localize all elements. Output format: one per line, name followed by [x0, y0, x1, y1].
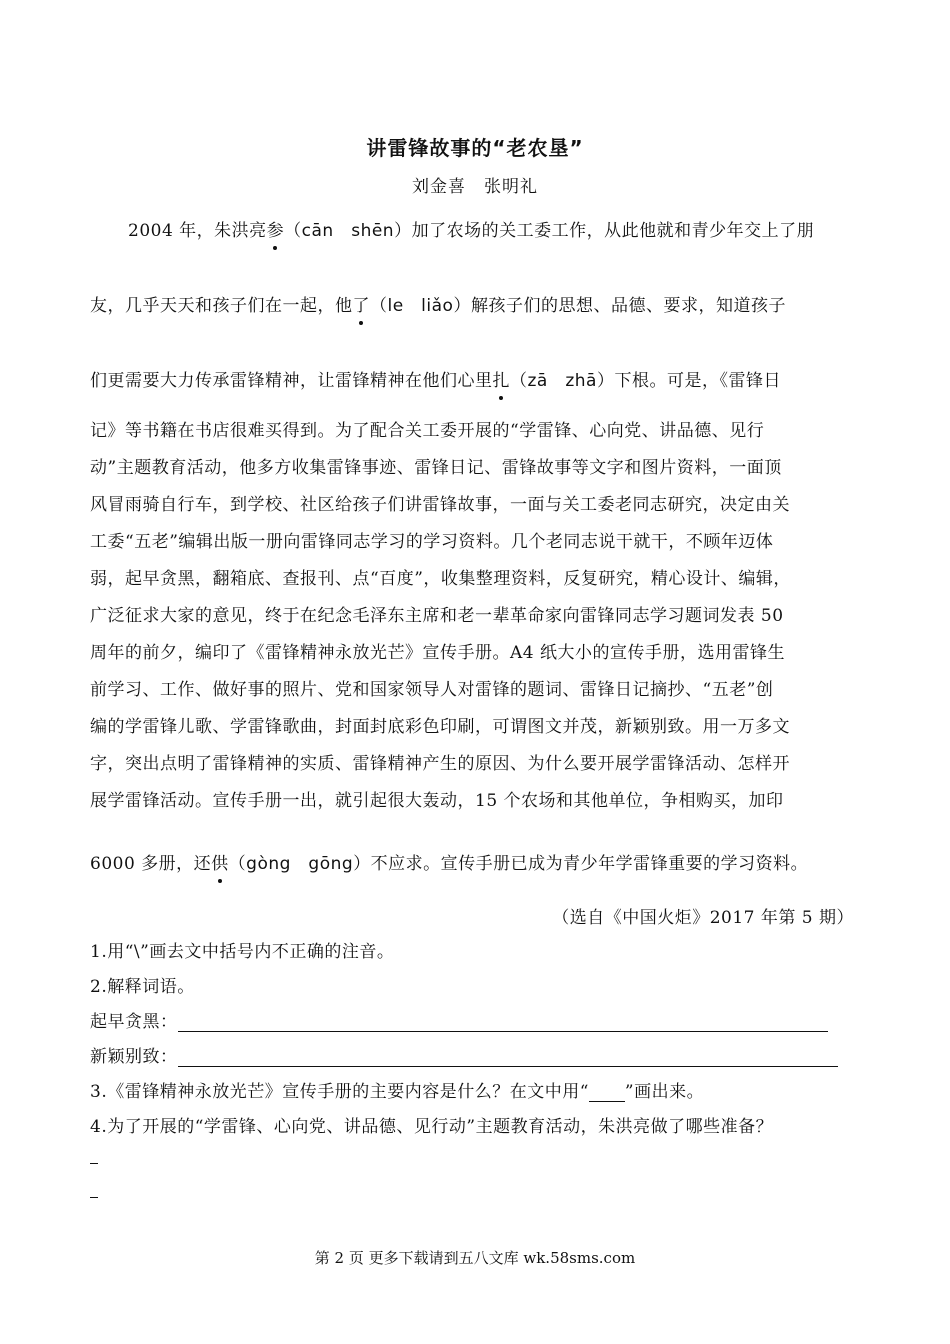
article-title: 讲雷锋故事的“老农垦” [366, 136, 584, 160]
question-4: 4.为了开展的“学雷锋、心向党、讲品德、见行动”主题教育活动，朱洪亮做了哪些准备？ [90, 1117, 774, 1137]
dotted-char: 供 [211, 854, 229, 874]
pinyin-options: zā zhā [527, 371, 597, 391]
question-1: 1.用“\”画去文中括号内不正确的注音。 [90, 942, 395, 962]
dotted-char: 了 [352, 296, 370, 316]
answer-blank[interactable] [178, 1048, 838, 1067]
paragraph-line: 工委“五老”编辑出版一册向雷锋同志学习的学习资料。几个老同志说干就干，不顾年迈体 [90, 532, 774, 552]
paragraph-line: 字，突出点明了雷锋精神的实质、雷锋精神产生的原因、为什么要开展学雷锋活动、怎样开 [90, 754, 790, 774]
dotted-char: 参 [266, 221, 285, 241]
paragraph-line: 记》等书籍在书店很难买得到。为了配合关工委开展的“学雷锋、心向党、讲品德、见行 [90, 421, 765, 441]
paragraph-line: 动”主题教育活动，他多方收集雷锋事迹、雷锋日记、雷锋故事等文字和图片资料，一面顶 [90, 458, 782, 478]
paragraph-line: 前学习、工作、做好事的照片、党和国家领导人对雷锋的题词、雷锋日记摘抄、“五老”创 [90, 680, 774, 700]
paragraph-line: 风冒雨骑自行车，到学校、社区给孩子们讲雷锋故事，一面与关工委老同志研究，决定由关 [90, 495, 790, 515]
term-label: 新颖别致： [90, 1047, 178, 1067]
paragraph-line: 广泛征求大家的意见，终于在纪念毛泽东主席和老一辈革命家向雷锋同志学习题词发表 50 [90, 606, 784, 626]
underline-mark [589, 1087, 625, 1102]
question-text: 3.《雷锋精神永放光芒》宣传手册的主要内容是什么？在文中用“ [90, 1082, 589, 1102]
pinyin-options: cān shēn [301, 221, 395, 241]
text-run: 2004 年，朱洪亮 [128, 221, 267, 241]
pinyin-options: le liǎo [387, 296, 454, 316]
paragraph-line: 编的学雷锋儿歌、学雷锋歌曲，封面封底彩色印刷，可谓图文并茂，新颖别致。用一万多文 [90, 717, 790, 737]
answer-line[interactable] [90, 1163, 98, 1164]
term-label: 起早贪黑： [90, 1012, 178, 1032]
dotted-char: 扎 [492, 371, 510, 391]
article-authors: 刘金喜 张明礼 [412, 177, 538, 197]
bracket: （ [284, 221, 302, 241]
question-3 [90, 1077, 704, 1102]
question-2b [90, 1042, 838, 1067]
text-run: 6000 多册，还 [90, 854, 212, 874]
text-run: ）加了农场的关工委工作，从此他就和青少年交上了朋 [394, 221, 815, 241]
bracket: （ [510, 371, 528, 391]
paragraph-line: 弱，起早贪黑，翻箱底、查报刊、点“百度”，收集整理资料，反复研究，精心设计、编辑， [90, 569, 791, 589]
text-run: 友，几乎天天和孩子们在一起，他 [90, 296, 353, 316]
paragraph-line [90, 849, 808, 874]
question-text: ”画出来。 [624, 1082, 705, 1102]
text-run: ）不应求。宣传手册已成为青少年学雷锋重要的学习资料。 [353, 854, 809, 874]
pinyin-options: gòng gōng [246, 854, 354, 874]
paragraph-line [128, 216, 814, 241]
paragraph-line [90, 291, 786, 316]
bracket: （ [370, 296, 388, 316]
page-footer: 第 2 页 更多下载请到五八文库 wk.58sms.com [314, 1249, 636, 1267]
question-2: 2.解释词语。 [90, 977, 195, 997]
text-run: 们更需要大力传承雷锋精神，让雷锋精神在他们心里 [90, 371, 493, 391]
article-source: （选自《中国火炬》2017 年第 5 期） [552, 908, 854, 928]
answer-line[interactable] [90, 1197, 98, 1198]
text-run: ）解孩子们的思想、品德、要求，知道孩子 [453, 296, 786, 316]
paragraph-line: 展学雷锋活动。宣传手册一出，就引起很大轰动，15 个农场和其他单位，争相购买，加印 [90, 791, 784, 811]
question-2a [90, 1007, 828, 1032]
paragraph-line [90, 366, 781, 391]
paragraph-line: 周年的前夕，编印了《雷锋精神永放光芒》宣传手册。A4 纸大小的宣传手册，选用雷锋生 [90, 643, 785, 663]
bracket: （ [228, 854, 247, 874]
text-run: ）下根。可是，《雷锋日 [596, 371, 781, 391]
answer-blank[interactable] [178, 1013, 828, 1032]
